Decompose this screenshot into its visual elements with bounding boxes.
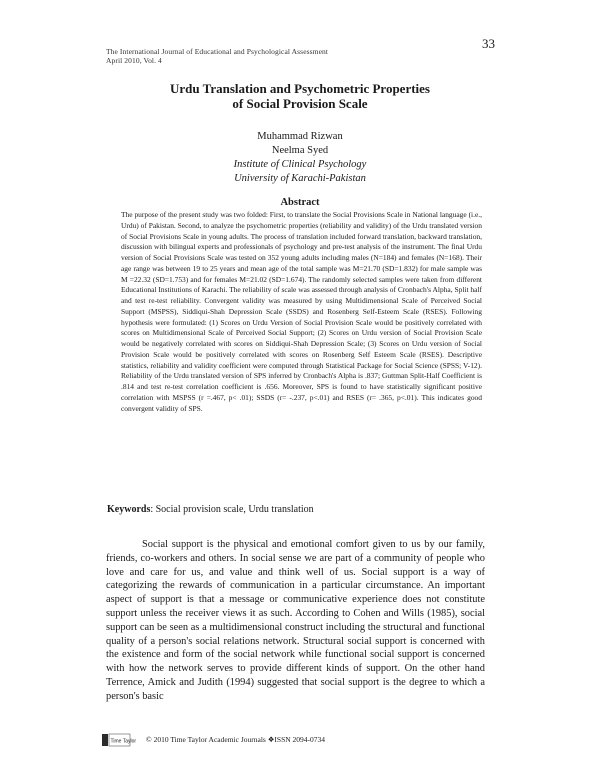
abstract-heading: Abstract	[280, 197, 320, 208]
affiliation-university: University of Karachi-Pakistan	[234, 173, 366, 184]
keywords-label: Keywords	[107, 504, 151, 515]
footer	[102, 734, 502, 748]
publisher-logo-text: Time Taylor	[110, 738, 137, 745]
page-number: 33	[482, 36, 495, 51]
keywords-text: : Social provision scale, Urdu translation	[150, 504, 314, 515]
journal-name: The International Journal of Educational and Psychological Assessment	[106, 47, 329, 56]
publisher-logo-icon	[102, 734, 137, 746]
paper-title-line-1: Urdu Translation and Psychometric Properties	[170, 81, 430, 96]
intro-paragraph: Social support is the physical and emotional comfort given to us by our family, friends, co-workers and others. In social sense we are part of a community of people who love and care for us, and value and think well of us. Social support is a way of categorizing the rewards of communication in a particular circumstance. An important aspect of support is that a message or communicative experience does not constitute support unless the receiver views it as such. According to Cohen and Wills (1985), social support can be seen as a multidimensional construct including the structural and functional quality of a person's social relations network. Structural social support is concerned with the existence and form of the social network while functional social support is concerned with how the network serves to provide different kinds of support. On the other hand Terrence, Amick and Judith (1994) suggested that social support is the degree to which a person's basic	[106, 539, 485, 702]
author-1: Muhammad Rizwan	[257, 131, 343, 142]
journal-issue: April 2010, Vol. 4	[106, 56, 162, 65]
author-2: Neelma Syed	[271, 145, 329, 156]
abstract-body: The purpose of the present study was two folded: First, to translate the Social Provisions Scale in National language (i.e., Urdu) of Pakistan. Second, to analyze the psychometric properties (reliability and validity) of the Urdu translated version of Social Provisions Scale in young adults. The process of translation included forward translation, backward translation, discussion with bilingual experts and professionals of psychology and pre-test analysis of the instrument. The final Urdu version of Social Provisions Scale was tested on 352 young adults including males (N=184) and females (N=168). Their age range was between 19 to 25 years and mean age of the total sample was M=21.70 (SD=1.832) for male sample was M =22.32 (SD=1.753) and for females M=21.02 (SD=1.674). The randomly selected samples were taken from different Educational Institutions of Karachi. The reliability of scale was assessed through analysis of Cronbach's Alpha, Split half and test re-test reliability. Convergent validity was measured by using Multidimensional Scale of Perceived Social Support (MSPSS), Siddiqui-Shah Depression Scale (SSDS) and Rosenberg Self-Esteem Scale (RSES). Following hypothesis were formulated: (1) Scores on Urdu Version of Social Provision Scale would be positively correlated with scores on Multidimensional Scale of Perceived Social Support; (2) Scores on Urdu version of Social Provision Scale would be negatively correlated with scores on Siddiqui-Shah Depression Scale; (3) Scores on Urdu version of Social Provision Scale would be positively correlated with scores on Rosenberg Self Esteem Scale (RSES). Descriptive statistics, reliability and validity coefficient were computed through Statistical Package for Social Science (SPSS; V-12). Reliability of the Urdu translated version of SPS inferred by Cronbach's Alpha is .837; Guttman Split-Half Coefficient is .814 and test re-test correlation coefficient is .656. Moreover, SPS is found to have statistically significant positive correlation with MSPSS (r =.467, p< .01); SSDS (r= -.237, p<.01) and RSES (r= .365, p<.01). This indicates good convergent validity of SPS.	[121, 210, 482, 413]
keywords	[107, 504, 314, 515]
paper-title-line-2: of Social Provision Scale	[232, 96, 368, 111]
footer-copyright: © 2010 Time Taylor Academic Journals ❖ISSN 2094-0734	[146, 735, 326, 744]
affiliation-institute: Institute of Clinical Psychology	[233, 159, 367, 170]
